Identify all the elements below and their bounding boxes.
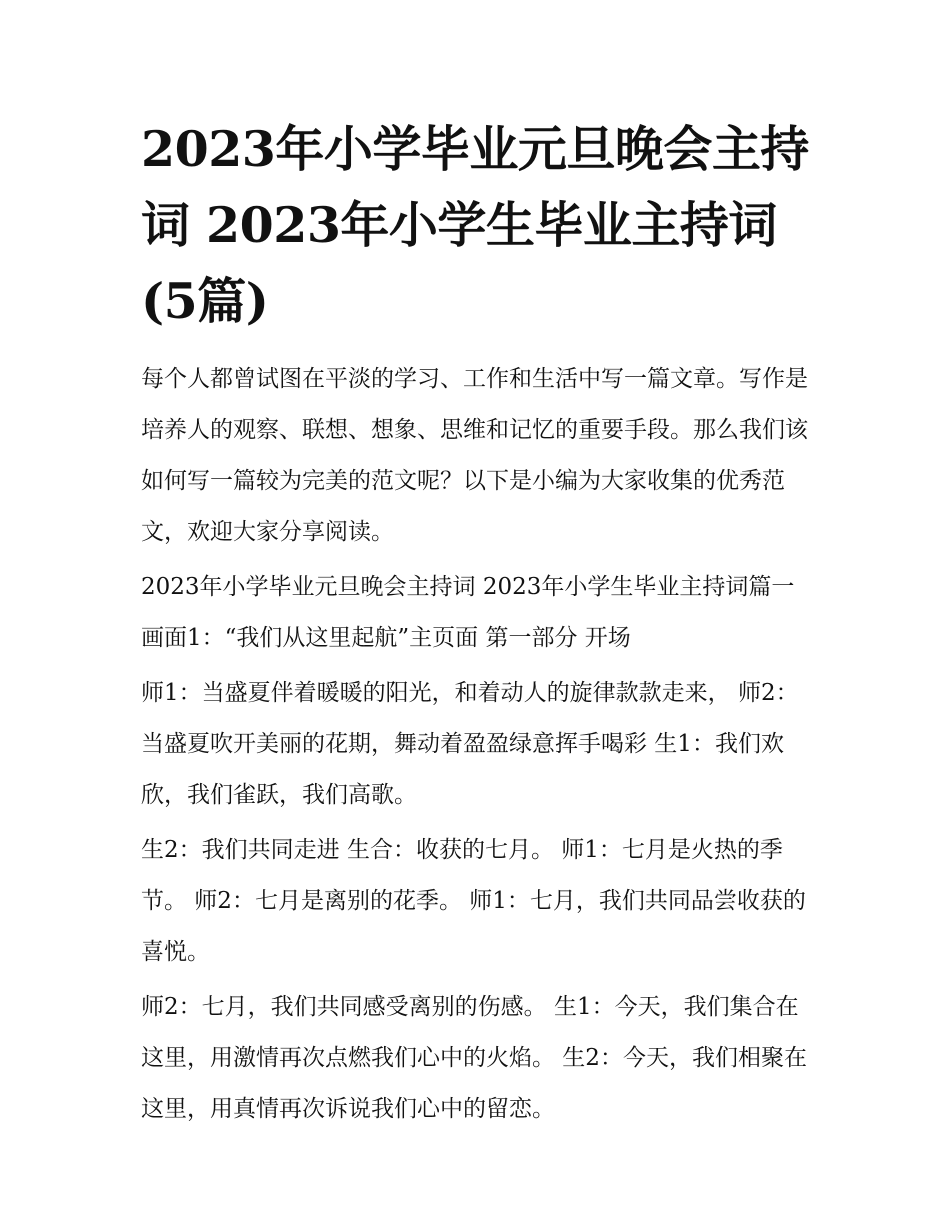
- paragraph-dialogue-2: 生2：我们共同走进 生合：收获的七月。 师1：七月是火热的季节。 师2：七月是离别的花季。 师1：七月，我们共同品尝收获的喜悦。: [141, 837, 806, 965]
- paragraph-section-heading: 2023年小学毕业元旦晚会主持词 2023年小学生毕业主持词篇一 画面1：“我们从这里起航”主页面 第一部分 开场: [141, 574, 795, 651]
- paragraph-dialogue-1: 师1：当盛夏伴着暖暖的阳光，和着动人的旋律款款走来， 师2：当盛夏吹开美丽的花期，舞动着盈盈绿意挥手喝彩 生1：我们欢欣，我们雀跃，我们高歌。: [141, 680, 799, 808]
- paragraph-intro: 每个人都曾试图在平淡的学习、工作和生活中写一篇文章。写作是培养人的观察、联想、想象、思维和记忆的重要手段。那么我们该如何写一篇较为完美的范文呢？以下是小编为大家收集的优秀范文，欢迎大家分享阅读。: [141, 366, 808, 545]
- document-title: 2023年小学毕业元旦晚会主持词 2023年小学生毕业主持词(5篇): [141, 120, 809, 330]
- paragraph-dialogue-3: 师2：七月，我们共同感受离别的伤感。 生1：今天，我们集合在这里，用激情再次点燃我们心中的火焰。 生2：今天，我们相聚在这里，用真情再次诉说我们心中的留恋。: [141, 994, 807, 1122]
- document-body: [141, 354, 816, 1139]
